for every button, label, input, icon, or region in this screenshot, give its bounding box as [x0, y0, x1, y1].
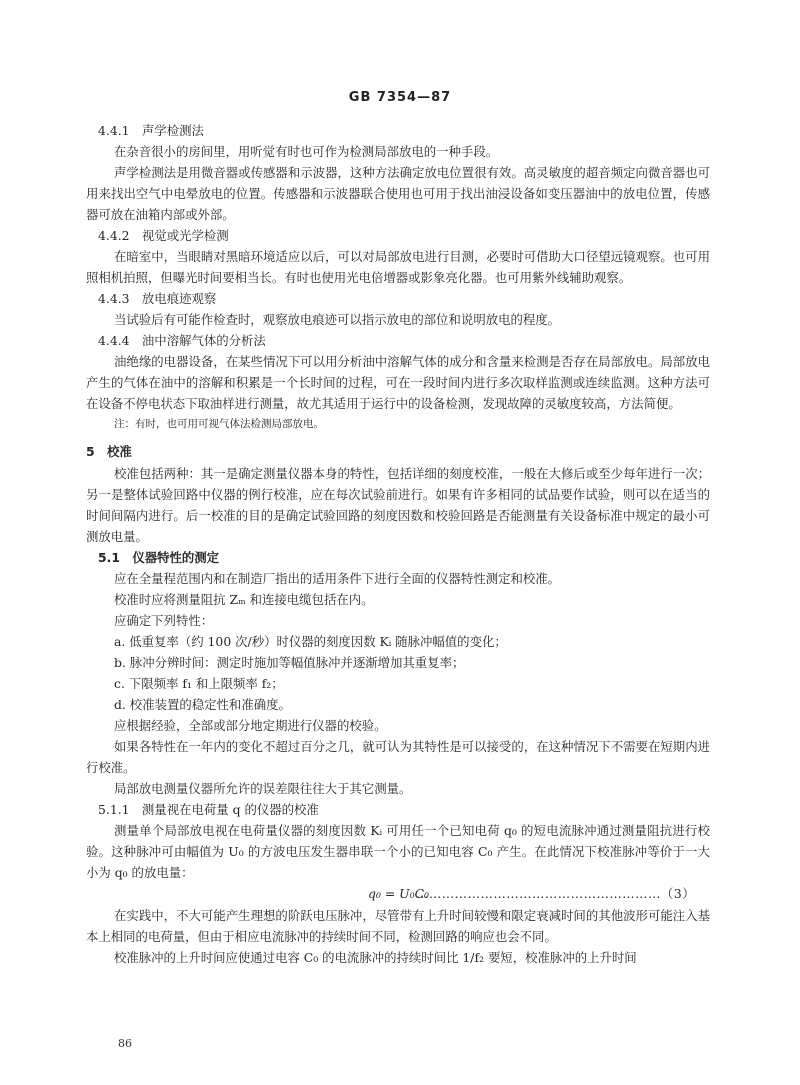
text-block: a. 低重复率（约 100 次/秒）时仪器的刻度因数 Kᵢ 随脉冲幅值的变化；	[114, 634, 507, 649]
text-block: 4.4.1 声学检测法	[98, 123, 204, 138]
page-number: 86	[118, 1037, 132, 1050]
text-blocks-after	[86, 905, 710, 968]
text-block: 当试验后有可能作检查时，观察放电痕迹可以指示放电的部位和说明放电的程度。	[114, 312, 561, 327]
text-block: c. 下限频率 f₁ 和上限频率 f₂；	[114, 676, 284, 691]
text-blocks-before	[86, 120, 710, 883]
text-block: 在实践中，不大可能产生理想的阶跃电压脉冲，尽管带有上升时间较慢和限定衰减时间的其他波形可能注入基本上相同的电荷量，但由于相应电流脉冲的持续时间不同，检测回路的响应也会不同。	[86, 908, 710, 944]
text-block: 4.4.2 视觉或光学检测	[98, 228, 229, 243]
text-block: 在杂音很小的房间里，用听觉有时也可作为检测局部放电的一种手段。	[114, 144, 499, 159]
text-block: d. 校准装置的稳定性和准确度。	[114, 697, 291, 712]
equation-3	[86, 883, 710, 905]
text-block: 5.1 仪器特性的测定	[98, 550, 220, 565]
equation-label: …………………………………………………（3）	[416, 886, 696, 901]
text-block: 4.4.4 油中溶解气体的分析法	[98, 333, 266, 348]
text-block: 在暗室中，当眼睛对黑暗环境适应以后，可以对局部放电进行目测，必要时可借助大口径望远镜观察。也可用照相机拍照，但曝光时间要相当长。有时也使用光电倍增器或影象亮化器。也可用紫外线辅助观察。	[86, 249, 710, 285]
text-block: 5.1.1 测量视在电荷量 q 的仪器的校准	[98, 802, 319, 817]
text-block: 应确定下列特性：	[114, 613, 214, 628]
text-block: 油绝缘的电器设备，在某些情况下可以用分析油中溶解气体的成分和含量来检测是否存在局部放电。局部放电产生的气体在油中的溶解和积累是一个长时间的过程，可在一段时间内进行多次取样监测或连续监测。这种方法可在设备不停电状态下取油样进行测量，故尤其适用于运行中的设备检测，发现故障的灵敏度较高，方法简便。	[86, 354, 710, 411]
text-block: 5 校准	[86, 444, 132, 459]
text-block: 应根据经验，全部或部分地定期进行仪器的校验。	[114, 718, 387, 733]
text-block: 如果各特性在一年内的变化不超过百分之几，就可认为其特性是可以接受的，在这种情况下不需要在短期内进行校准。	[86, 739, 710, 775]
text-block: 校准脉冲的上升时间应使通过电容 C₀ 的电流脉冲的持续时间比 1/f₂ 要短，校准脉冲的上升时间	[114, 950, 637, 965]
text-block: b. 脉冲分辨时间：测定时施加等幅值脉冲并逐渐增加其重复率；	[114, 655, 465, 670]
text-block: 声学检测法是用微音器或传感器和示波器，这种方法确定放电位置很有效。高灵敏度的超音频定向微音器也可用来找出空气中电晕放电的位置。传感器和示波器联合使用也可用于找出油浸设备如变压器油中的放电位置，传感器可放在油箱内部或外部。	[86, 165, 710, 222]
text-block: 4.4.3 放电痕迹观察	[98, 291, 217, 306]
equation-formula: q₀ = U₀C₀	[368, 886, 430, 901]
text-block: 局部放电测量仪器所允许的误差限往往大于其它测量。	[114, 781, 412, 796]
text-block: 校准时应将测量阻抗 Zₘ 和连接电缆包括在内。	[114, 592, 374, 607]
text-block: 注：有时，也可用可视气体法检测局部放电。	[114, 418, 324, 430]
page-header: GB 7354—87	[348, 90, 452, 105]
document-body	[86, 120, 710, 968]
text-block: 应在全量程范围内和在制造厂指出的适用条件下进行全面的仪器特性测定和校准。	[114, 571, 561, 586]
text-block: 测量单个局部放电视在电荷量仪器的刻度因数 Kᵢ 可用任一个已知电荷 q₀ 的短电流脉冲通过测量阻抗进行校验。这种脉冲可由幅值为 U₀ 的方波电压发生器串联一个小的已知电容 C₀ 产生。在此情况下校准脉冲等价于一大小为 q₀ 的放电量：	[86, 823, 710, 880]
text-block: 校准包括两种：其一是确定测量仪器本身的特性，包括详细的刻度校准，一般在大修后或至少每年进行一次；另一是整体试验回路中仪器的例行校准，应在每次试验前进行。如果有许多相同的试品要作试验，则可以在适当的时间间隔内进行。后一校准的目的是确定试验回路的刻度因数和校验回路是否能测量有关设备标准中规定的最小可测放电量。	[86, 466, 710, 544]
